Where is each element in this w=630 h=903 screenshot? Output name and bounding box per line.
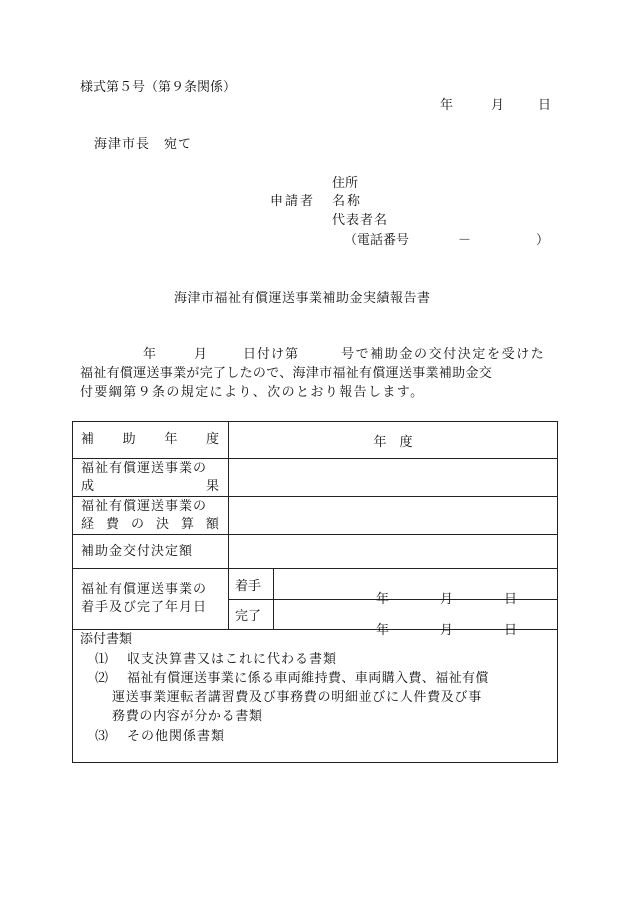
body-date: 日付け第 (243, 347, 300, 362)
attachments-heading: 添付書類 (80, 632, 133, 647)
cell-grant-amount-value[interactable] (229, 535, 558, 569)
char: 年 (164, 432, 179, 447)
table-row-grant-amount (73, 535, 558, 569)
char: 決 (155, 516, 170, 532)
cell-expenses-label (73, 497, 229, 535)
start-label-text: 着手 (235, 578, 262, 594)
char: 果 (205, 478, 220, 494)
table-row-fiscal-year (73, 422, 558, 459)
applicant-name-label: 名称 (332, 194, 363, 209)
body-line1-rest: 号で補助金の交付決定を受けた (341, 347, 546, 362)
attachment-marker-1: ⑴ (95, 652, 109, 667)
document-title: 海津市福祉有償運送事業補助金実績報告書 (174, 291, 431, 306)
date-day: 日 (538, 98, 552, 113)
cell-expenses-value[interactable] (229, 497, 558, 535)
attachment-item-2-line2: 運送事業運転者講習費及び事務費の明細並びに人件費及び事 (112, 690, 482, 705)
start-day: 日 (504, 592, 518, 607)
end-month: 月 (440, 622, 454, 638)
attachment-item-2-line1: 福祉有償運送事業に係る車両維持費、車両購入費、福祉有償 (127, 671, 489, 686)
fiscal-year-text: 年 度 (373, 434, 413, 450)
char: 額 (205, 516, 220, 532)
applicant-representative-label: 代表者名 (332, 213, 389, 228)
start-month: 月 (440, 592, 454, 607)
cell-dates-label (73, 569, 229, 630)
dates-line1: 福祉有償運送事業の (81, 582, 208, 597)
table-row-start (73, 569, 558, 600)
char: 算 (180, 516, 195, 532)
char: の (130, 516, 145, 532)
applicant-phone-dash: － (458, 233, 472, 248)
cell-end-label (229, 600, 274, 630)
expenses-line1: 福祉有償運送事業の (81, 498, 208, 514)
cell-grant-amount-label (73, 535, 229, 569)
cell-results-label (73, 459, 229, 497)
applicant-label: 申請者 (270, 194, 316, 209)
char: 成 (81, 478, 96, 494)
char: 経 (81, 516, 96, 532)
table-row-results (73, 459, 558, 497)
attachment-marker-3: ⑶ (95, 729, 109, 744)
applicant-address-label: 住所 (332, 176, 359, 191)
cell-fiscal-year-label (73, 422, 229, 459)
addressee: 海津市長 宛て (94, 137, 193, 152)
body-month: 月 (194, 347, 208, 362)
cell-start-label (229, 569, 274, 600)
body-line3: 付要綱第９条の規定により、次のとおり報告します。 (80, 385, 425, 400)
end-year: 年 (376, 622, 390, 638)
report-table (72, 421, 558, 638)
date-month: 月 (491, 98, 505, 113)
start-year: 年 (376, 592, 390, 607)
body-line2: 福祉有償運送事業が完了したので、海津市福祉有償運送事業補助金交 (80, 366, 493, 381)
results-line1: 福祉有償運送事業の (81, 460, 208, 476)
char: 費 (105, 516, 120, 532)
form-number: 様式第５号（第９条関係） (80, 80, 237, 95)
char: 度 (205, 432, 220, 447)
char: 補 (81, 432, 96, 447)
applicant-phone-close: ） (536, 233, 550, 248)
attachment-item-1: 収支決算書又はこれに代わる書類 (127, 652, 338, 667)
attachment-item-3: その他関係書類 (127, 729, 226, 744)
grant-amount-text: 補助金交付決定額 (81, 543, 194, 559)
table-row-expenses (73, 497, 558, 535)
char: 助 (122, 432, 137, 447)
applicant-phone-open: （電話番号 (344, 233, 410, 248)
end-day: 日 (504, 622, 518, 638)
end-label-text: 完了 (235, 609, 262, 624)
body-year: 年 (143, 347, 157, 362)
dates-line2: 着手及び完了年月日 (81, 600, 208, 615)
attachment-marker-2: ⑵ (95, 671, 109, 686)
cell-start-date[interactable] (274, 569, 558, 607)
cell-fiscal-year-value[interactable] (229, 422, 558, 459)
cell-results-value[interactable] (229, 459, 558, 497)
date-year: 年 (440, 98, 454, 113)
attachment-item-2-line3: 務費の内容が分かる書類 (112, 709, 263, 724)
